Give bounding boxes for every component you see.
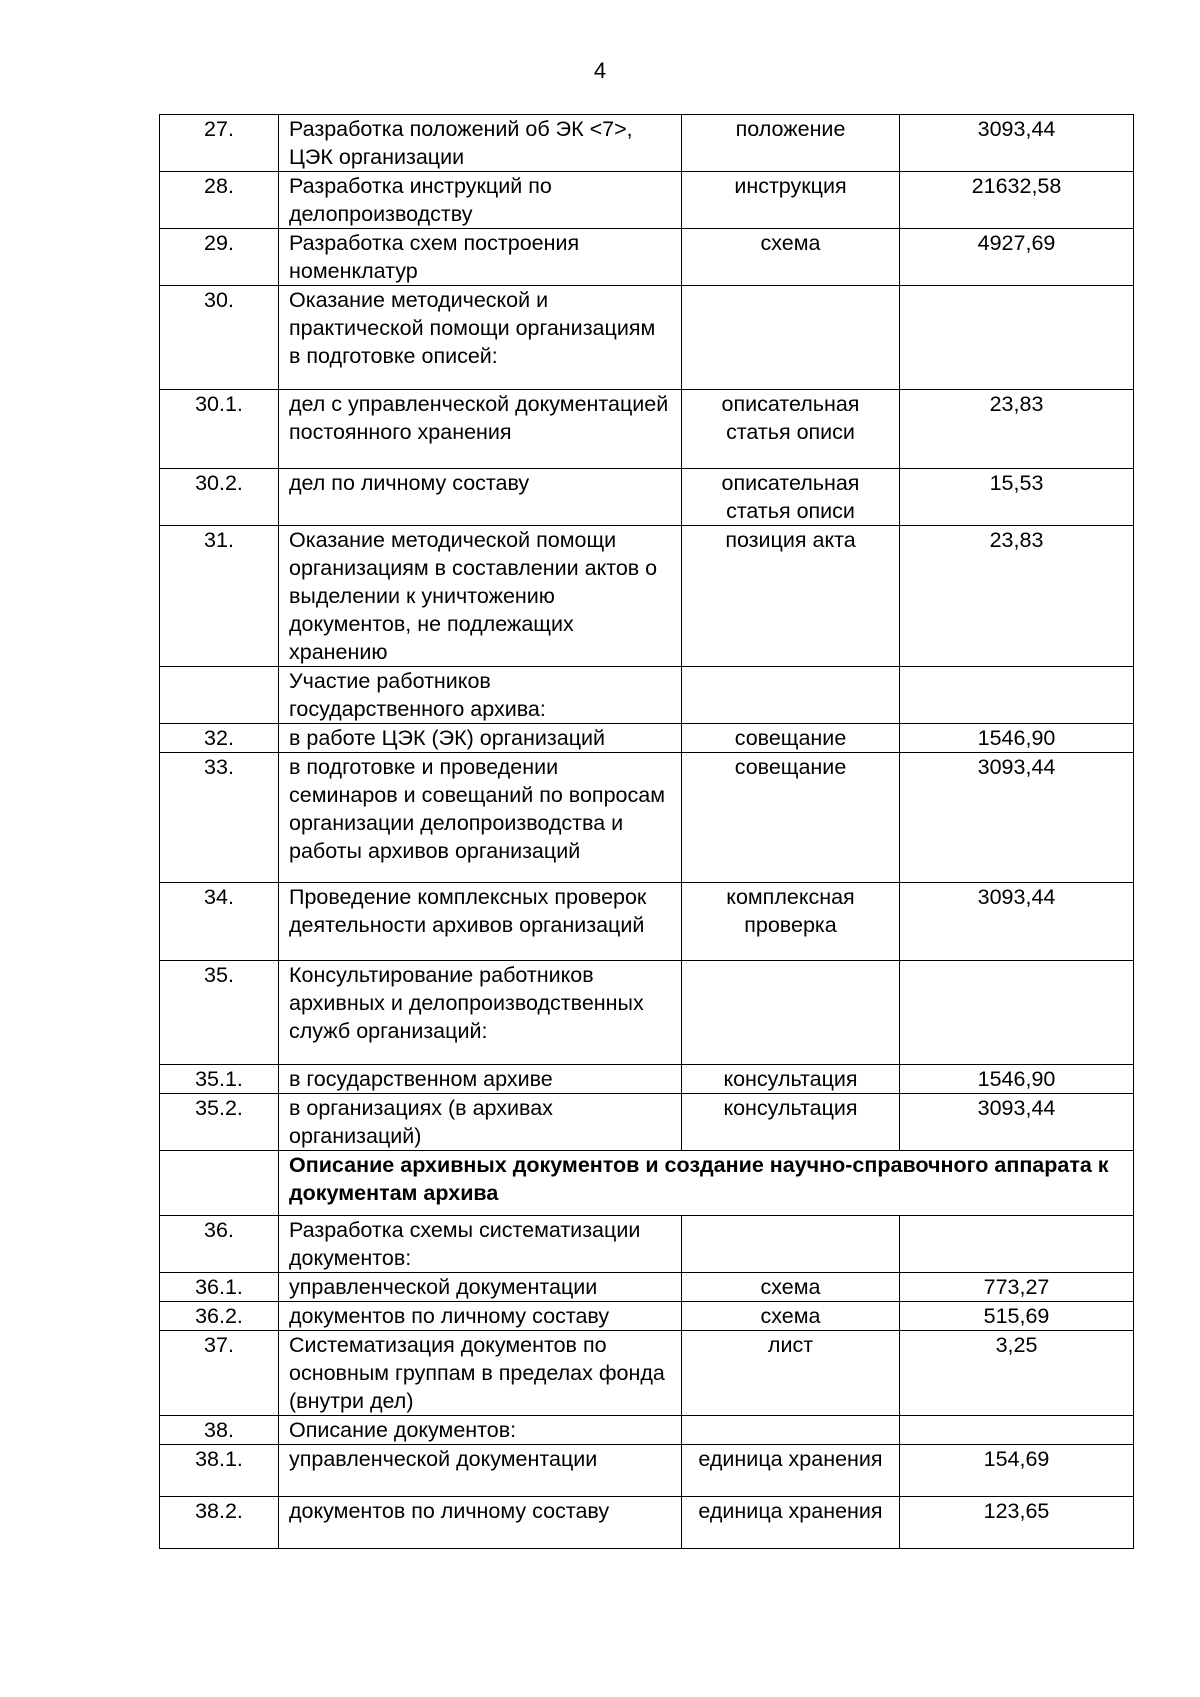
table-row [160,1497,1134,1549]
item-number-cell: 30.2. [160,469,279,526]
item-number-cell: 38.2. [160,1497,279,1549]
table-row [160,469,1134,526]
price-cell: 15,53 [900,469,1134,526]
unit-cell [682,286,900,390]
unit-cell: консультация [682,1094,900,1151]
table-row [160,1416,1134,1445]
unit-cell [682,1416,900,1445]
page-number: 4 [593,58,607,83]
service-name-cell: дел по личному составу [279,469,682,526]
table-body [160,115,1134,1549]
price-cell: 3093,44 [900,115,1134,172]
price-cell: 3,25 [900,1331,1134,1416]
service-name-cell: Консультирование работников архивных и делопроизводственных служб организаций: [279,961,682,1065]
unit-cell: консультация [682,1065,900,1094]
service-name-cell: управленческой документации [279,1445,682,1497]
table-row [160,961,1134,1065]
service-name-cell: документов по личному составу [279,1302,682,1331]
price-cell [900,286,1134,390]
table-row [160,724,1134,753]
service-name-cell: в работе ЦЭК (ЭК) организаций [279,724,682,753]
unit-cell: схема [682,1273,900,1302]
unit-cell: позиция акта [682,526,900,667]
table-row [160,286,1134,390]
service-name-cell: Участие работников государственного архива: [279,667,682,724]
service-name-cell: документов по личному составу [279,1497,682,1549]
unit-cell: схема [682,1302,900,1331]
price-cell: 4927,69 [900,229,1134,286]
item-number-cell: 27. [160,115,279,172]
table-row [160,115,1134,172]
service-name-cell: Оказание методической и практической помощи организациям в подготовке описей: [279,286,682,390]
price-cell: 123,65 [900,1497,1134,1549]
section-heading-row [160,1151,1134,1216]
item-number-cell: 32. [160,724,279,753]
service-name-cell: Разработка схем построения номенклатур [279,229,682,286]
service-name-cell: Систематизация документов по основным группам в пределах фонда (внутри дел) [279,1331,682,1416]
table-row [160,390,1134,469]
price-cell: 23,83 [900,526,1134,667]
unit-cell: инструкция [682,172,900,229]
service-name-cell: Оказание методической помощи организациям в составлении актов о выделении к уничтожению документов, не подлежащих хранению [279,526,682,667]
section-heading: Описание архивных документов и создание научно-справочного аппарата к документам архива [279,1151,1134,1216]
unit-cell: единица хранения [682,1497,900,1549]
price-cell [900,961,1134,1065]
item-number-cell: 29. [160,229,279,286]
table-row [160,1302,1134,1331]
item-number-cell [160,667,279,724]
item-number-cell: 35.1. [160,1065,279,1094]
price-cell: 1546,90 [900,1065,1134,1094]
unit-cell: единица хранения [682,1445,900,1497]
table-row [160,526,1134,667]
table-row [160,172,1134,229]
price-cell: 1546,90 [900,724,1134,753]
item-number-cell: 30. [160,286,279,390]
item-number-cell: 31. [160,526,279,667]
table-row [160,753,1134,883]
unit-cell: совещание [682,724,900,753]
table-row [160,229,1134,286]
item-number-cell: 36.1. [160,1273,279,1302]
table-row [160,1094,1134,1151]
service-name-cell: в государственном архиве [279,1065,682,1094]
service-name-cell: в подготовке и проведении семинаров и совещаний по вопросам организации делопроизводства и работы архивов организаций [279,753,682,883]
item-number-cell: 30.1. [160,390,279,469]
unit-cell: описательная статья описи [682,469,900,526]
item-number-cell: 38. [160,1416,279,1445]
table-row [160,667,1134,724]
price-cell: 515,69 [900,1302,1134,1331]
unit-cell: описательная статья описи [682,390,900,469]
item-number-cell: 35. [160,961,279,1065]
table-row [160,883,1134,961]
unit-cell: лист [682,1331,900,1416]
service-name-cell: в организациях (в архивах организаций) [279,1094,682,1151]
price-cell: 3093,44 [900,883,1134,961]
item-number-cell: 28. [160,172,279,229]
unit-cell [682,961,900,1065]
service-name-cell: Описание документов: [279,1416,682,1445]
price-cell [900,1216,1134,1273]
service-name-cell: Разработка инструкций по делопроизводству [279,172,682,229]
price-cell: 3093,44 [900,1094,1134,1151]
unit-cell: положение [682,115,900,172]
service-name-cell: Разработка положений об ЭК <7>, ЦЭК организации [279,115,682,172]
service-name-cell: дел с управленческой документацией постоянного хранения [279,390,682,469]
unit-cell: схема [682,229,900,286]
table-row [160,1065,1134,1094]
price-cell: 3093,44 [900,753,1134,883]
service-name-cell: управленческой документации [279,1273,682,1302]
table-row [160,1445,1134,1497]
price-cell: 154,69 [900,1445,1134,1497]
price-cell: 23,83 [900,390,1134,469]
price-cell: 773,27 [900,1273,1134,1302]
unit-cell [682,1216,900,1273]
item-number-cell: 36.2. [160,1302,279,1331]
table-row [160,1216,1134,1273]
item-number-cell: 35.2. [160,1094,279,1151]
item-number-cell [160,1151,279,1216]
table-row [160,1331,1134,1416]
table-row [160,1273,1134,1302]
item-number-cell: 36. [160,1216,279,1273]
price-cell: 21632,58 [900,172,1134,229]
price-cell [900,667,1134,724]
unit-cell: комплексная проверка [682,883,900,961]
unit-cell [682,667,900,724]
service-name-cell: Проведение комплексных проверок деятельности архивов организаций [279,883,682,961]
unit-cell: совещание [682,753,900,883]
item-number-cell: 37. [160,1331,279,1416]
services-price-table [159,114,1134,1549]
price-cell [900,1416,1134,1445]
service-name-cell: Разработка схемы систематизации документов: [279,1216,682,1273]
item-number-cell: 34. [160,883,279,961]
item-number-cell: 38.1. [160,1445,279,1497]
item-number-cell: 33. [160,753,279,883]
